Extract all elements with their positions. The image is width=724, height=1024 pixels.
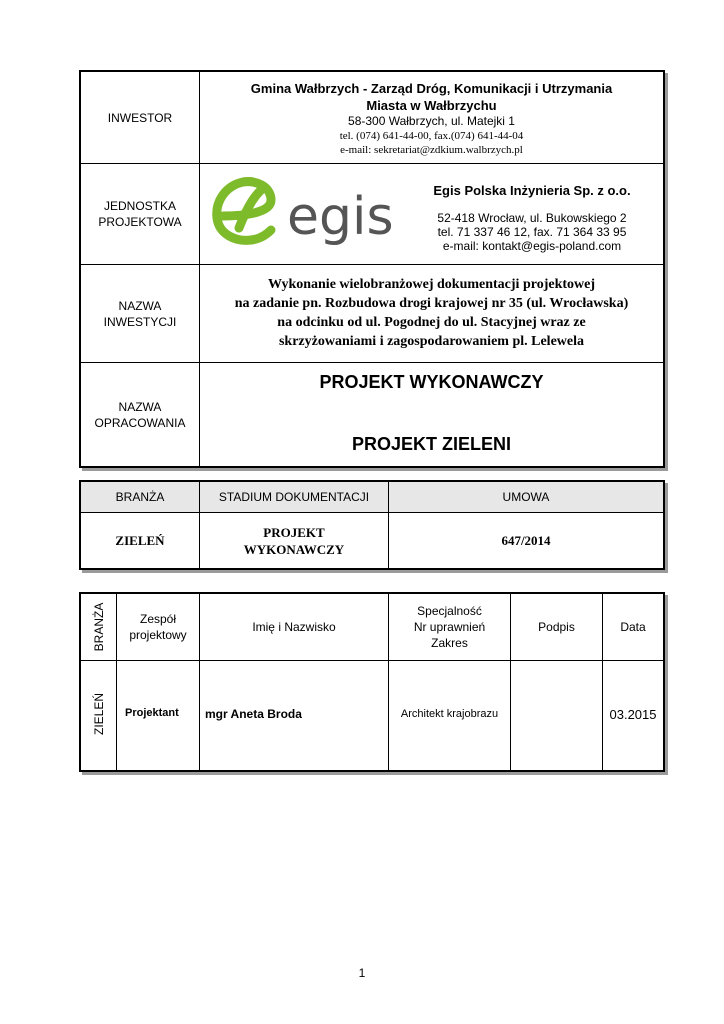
stage-value-line2: WYKONAWCZY (243, 541, 345, 557)
investment-name (200, 275, 663, 351)
study-title-1: PROJEKT WYKONAWCZY (319, 372, 544, 392)
documentation-table (79, 480, 665, 570)
investor-name-line2: Miasta w Wałbrzychu (366, 98, 497, 113)
team-header-line2: projektowy (129, 628, 187, 642)
investor-info (200, 80, 663, 157)
spec-header (389, 594, 510, 660)
investor-phone: tel. (074) 641-44-00, fax.(074) 641-44-04 (339, 130, 524, 142)
team-header (117, 594, 199, 660)
unit-label-cell (81, 164, 199, 264)
study-label-line1: NAZWA (118, 399, 162, 414)
branch-value: ZIELEŃ (115, 532, 165, 548)
unit-email: e-mail: kontakt@egis-poland.com (442, 239, 622, 253)
row-date: 03.2015 (609, 707, 657, 722)
row-name: mgr Aneta Broda (205, 707, 302, 721)
unit-company: Egis Polska Inżynieria Sp. z o.o. (433, 183, 631, 198)
contract-value: 647/2014 (501, 532, 551, 548)
investor-address: 58-300 Wałbrzych, ul. Matejki 1 (348, 114, 515, 128)
egis-logo-mark-icon (209, 172, 395, 252)
investment-label-line2: INWESTYCJI (103, 314, 177, 329)
team-table (79, 592, 665, 772)
title-block (79, 70, 665, 468)
unit-label-line1: JEDNOSTKA (103, 199, 176, 213)
stage-value-line1: PROJEKT (263, 524, 325, 540)
row-role: Projektant (125, 707, 179, 719)
investment-line-2: na zadanie pn. Rozbudowa drogi krajowej nr 35 (ul. Wrocławska) (234, 296, 629, 311)
investor-label: INWESTOR (107, 110, 173, 125)
study-label-cell (81, 363, 199, 466)
row-branch: ZIELEŃ (92, 693, 106, 736)
investment-line-1: Wykonanie wielobranżowej dokumentacji projektowej (267, 277, 596, 292)
stage-value (200, 513, 388, 568)
investor-email: e-mail: sekretariat@zdkium.walbrzych.pl (340, 144, 523, 156)
header-stage: STADIUM DOKUMENTACJI (218, 490, 370, 504)
spec-header-line1: Specjalność (417, 604, 482, 618)
study-title-2: PROJEKT ZIELENI (351, 434, 512, 454)
row-spec: Architekt krajobrazu (400, 708, 499, 720)
unit-phone: tel. 71 337 46 12, fax. 71 364 33 95 (437, 225, 627, 239)
investment-line-3: na odcinku od ul. Pogodnej do ul. Stacyjnej wraz ze (277, 315, 586, 330)
date-header: Data (620, 620, 646, 634)
spec-header-line2: Nr uprawnień (413, 620, 486, 634)
egis-logo-text: egis (287, 187, 394, 247)
investment-label-cell (81, 265, 199, 362)
study-label-line2: OPRACOWANIA (94, 415, 186, 430)
name-header: Imię i Nazwisko (252, 620, 336, 634)
spec-header-line3: Zakres (431, 636, 468, 650)
unit-address: 52-418 Wrocław, ul. Bukowskiego 2 (437, 211, 627, 225)
egis-logo (209, 172, 395, 252)
unit-info (401, 182, 663, 253)
team-header-line1: Zespół (139, 612, 177, 626)
investment-label-line1: NAZWA (118, 298, 162, 313)
unit-label-line2: PROJEKTOWA (98, 215, 182, 229)
team-vert-header: BRANŻA (92, 602, 106, 652)
investor-label-cell (81, 72, 199, 163)
investor-name-line1: Gmina Wałbrzych - Zarząd Dróg, Komunikacji i Utrzymania (250, 81, 613, 96)
sign-header: Podpis (538, 620, 575, 634)
header-contract: UMOWA (502, 490, 550, 504)
page-number: 1 (358, 966, 366, 980)
investment-line-4: skrzyżowaniami i zagospodarowaniem pl. Lelewela (278, 334, 584, 349)
header-branch: BRANŻA (115, 490, 165, 504)
